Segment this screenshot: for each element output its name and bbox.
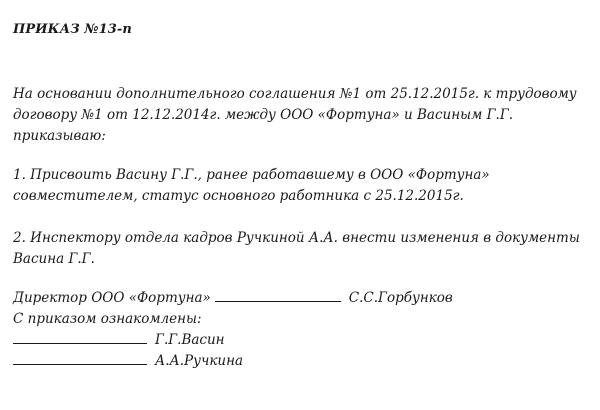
employee1-signature-row bbox=[13, 330, 593, 351]
intro-line-2: договору №1 от 12.12.2014г. между ООО «Фортуна» и Васиным Г.Г. bbox=[13, 107, 514, 123]
employee2-signature-row bbox=[13, 351, 593, 372]
director-name: С.С.Горбунков bbox=[348, 290, 453, 306]
intro-paragraph bbox=[13, 84, 593, 147]
employee1-signature-line bbox=[13, 331, 147, 344]
order-item-2 bbox=[13, 228, 593, 270]
intro-line-3: приказываю: bbox=[13, 128, 106, 144]
intro-line-1: На основании дополнительного соглашения №1 от 25.12.2015г. к трудовому bbox=[13, 86, 577, 102]
employee1-name: Г.Г.Васин bbox=[155, 332, 225, 348]
item1-line-1: 1. Присвоить Васину Г.Г., ранее работавшему в ООО «Фортуна» bbox=[13, 167, 490, 183]
item2-line-1: 2. Инспектору отдела кадров Ручкиной А.А. внести изменения в документы bbox=[13, 230, 580, 246]
order-item-1 bbox=[13, 165, 593, 207]
director-label: Директор ООО «Фортуна» bbox=[13, 290, 211, 306]
item2-line-2: Васина Г.Г. bbox=[13, 251, 95, 267]
acknowledged-label: С приказом ознакомлены: bbox=[13, 311, 202, 327]
item1-line-2: совместителем, статус основного работника с 25.12.2015г. bbox=[13, 188, 464, 204]
director-signature-line bbox=[215, 289, 341, 302]
signature-block bbox=[13, 288, 593, 372]
director-signature-row bbox=[13, 288, 593, 309]
employee2-name: А.А.Ручкина bbox=[155, 353, 244, 369]
employee2-signature-line bbox=[13, 352, 147, 365]
document-title: ПРИКАЗ №13-п bbox=[13, 22, 132, 37]
